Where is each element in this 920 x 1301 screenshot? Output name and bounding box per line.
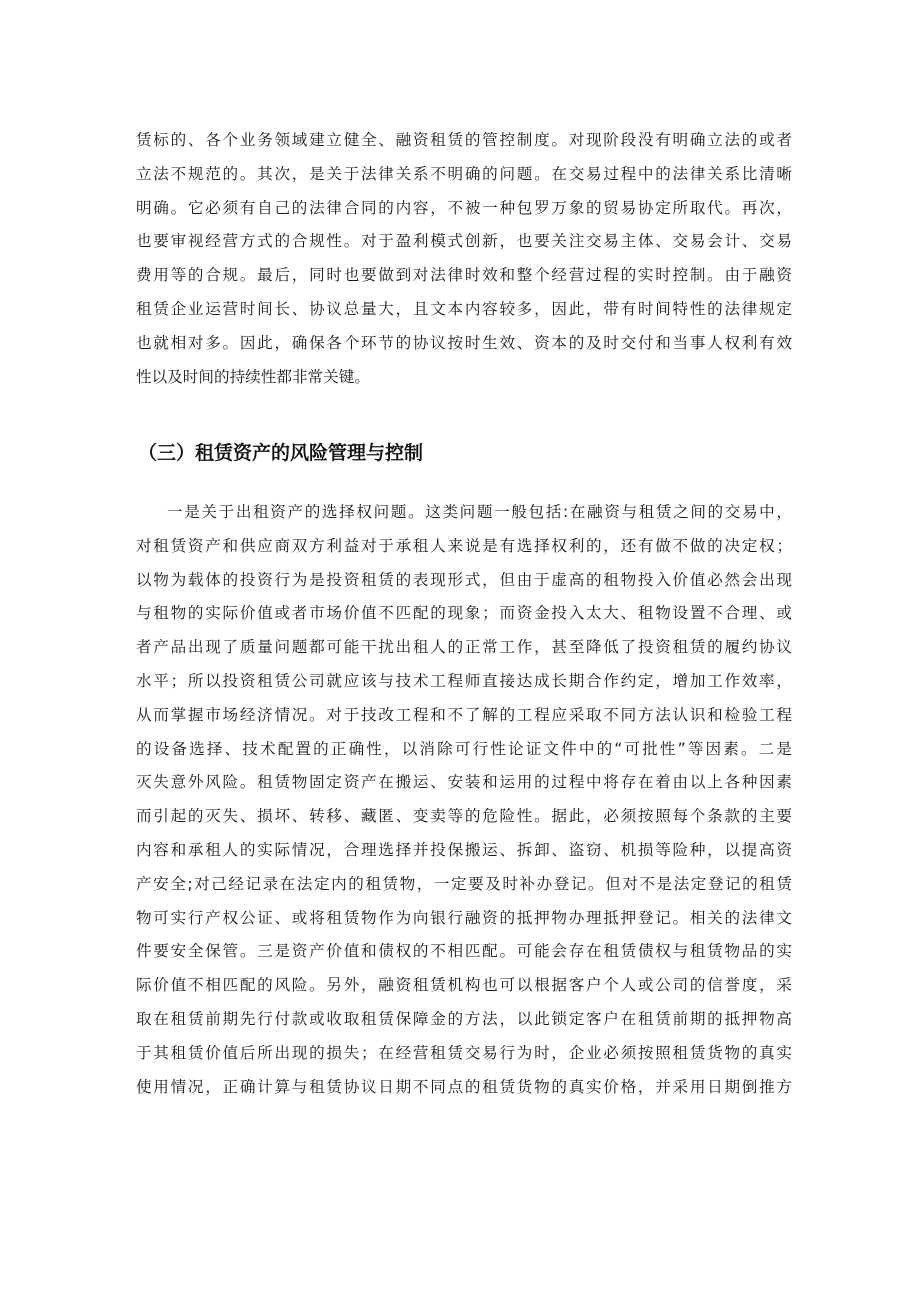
paragraph-line: 的设备选择、技术配置的正确性，以消除可行性论证文件中的“可批性”等因素。二是 [136, 739, 792, 758]
paragraph-line: 立法不规范的。其次，是关于法律关系不明确的问题。在交易过程中的法律关系比清晰 [136, 164, 792, 183]
paragraph-line: 而引起的灭失、损坏、转移、藏匿、变卖等的危险性。据此，必须按照每个条款的主要 [136, 807, 792, 826]
paragraph-line: 也要审视经营方式的合规性。对于盈利模式创新，也要关注交易主体、交易会计、交易 [136, 232, 792, 251]
paragraph-line: 赁标的、各个业务领域建立健全、融资租赁的管控制度。对现阶段没有明确立法的或者 [136, 131, 792, 149]
paragraph-line: 从而掌握市场经济情况。对于技改工程和不了解的工程应采取不同方法认识和检验工程 [136, 705, 792, 724]
paragraph-line: 物可实行产权公证、或将租赁物作为向银行融资的抵押物办理抵押登记。相关的法律文 [136, 908, 792, 927]
paragraph-line: 于其租赁价值后所出现的损失；在经营租赁交易行为时，企业必须按照租赁货物的真实 [136, 1043, 792, 1062]
paragraph-line: 以物为载体的投资行为是投资租赁的表现形式，但由于虚高的租物投入价值必然会出现 [136, 570, 792, 589]
paragraph-line: 水平；所以投资租赁公司就应该与技术工程师直接达成长期合作约定，增加工作效率， [136, 671, 792, 690]
paragraph-line: 灭失意外风险。租赁物固定资产在搬运、安装和运用的过程中将存在着由以上各种因素 [136, 773, 792, 792]
paragraph-line: 际价值不相匹配的风险。另外，融资租赁机构也可以根据客户个人或公司的信誉度，采 [136, 976, 792, 995]
paragraph-line: 一是关于出租资产的选择权问题。这类问题一般包括:在融资与租赁之间的交易中， [167, 503, 792, 521]
paragraph-line: 费用等的合规。最后，同时也要做到对法律时效和整个经营过程的实时控制。由于融资 [136, 266, 792, 285]
paragraph-line: 产安全;对己经记录在法定内的租赁物，一定要及时补办登记。但对不是法定登记的租赁 [136, 874, 792, 893]
paragraph-line: 明确。它必须有自己的法律合同的内容，不被一种包罗万象的贸易协定所取代。再次， [136, 198, 792, 217]
paragraph-risk-control [136, 496, 792, 1104]
paragraph-line: 租赁企业运营时间长、协议总量大，且文本内容较多，因此，带有时间特性的法律规定 [136, 299, 792, 318]
paragraph-line: 与租物的实际价值或者市场价值不匹配的现象；而资金投入太大、租物设置不合理、或 [136, 604, 792, 623]
paragraph-line: 内容和承租人的实际情况，合理选择并投保搬运、拆卸、盗窃、机损等险种，以提高资 [136, 840, 792, 859]
paragraph-line: 者产品出现了质量问题都可能干扰出租人的正常工作，甚至降低了投资租赁的履约协议 [136, 638, 792, 657]
section-heading: （三）租赁资产的风险管理与控制 [138, 442, 424, 464]
paragraph-continued [136, 124, 792, 394]
paragraph-line: 对租赁资产和供应商双方利益对于承租人来说是有选择权利的，还有做不做的决定权； [136, 536, 792, 555]
paragraph-line: 使用情况，正确计算与租赁协议日期不同点的租赁货物的真实价格，并采用日期倒推方 [136, 1077, 792, 1096]
paragraph-line: 性以及时间的持续性都非常关键。 [136, 367, 370, 386]
paragraph-line: 也就相对多。因此，确保各个环节的协议按时生效、资本的及时交付和当事人权利有效 [136, 333, 792, 352]
paragraph-line: 取在租赁前期先行付款或收取租赁保障金的方法，以此锁定客户在租赁前期的抵押物高 [136, 1009, 792, 1028]
paragraph-line: 件要安全保管。三是资产价值和债权的不相匹配。可能会存在租赁债权与租赁物品的实 [136, 942, 792, 961]
